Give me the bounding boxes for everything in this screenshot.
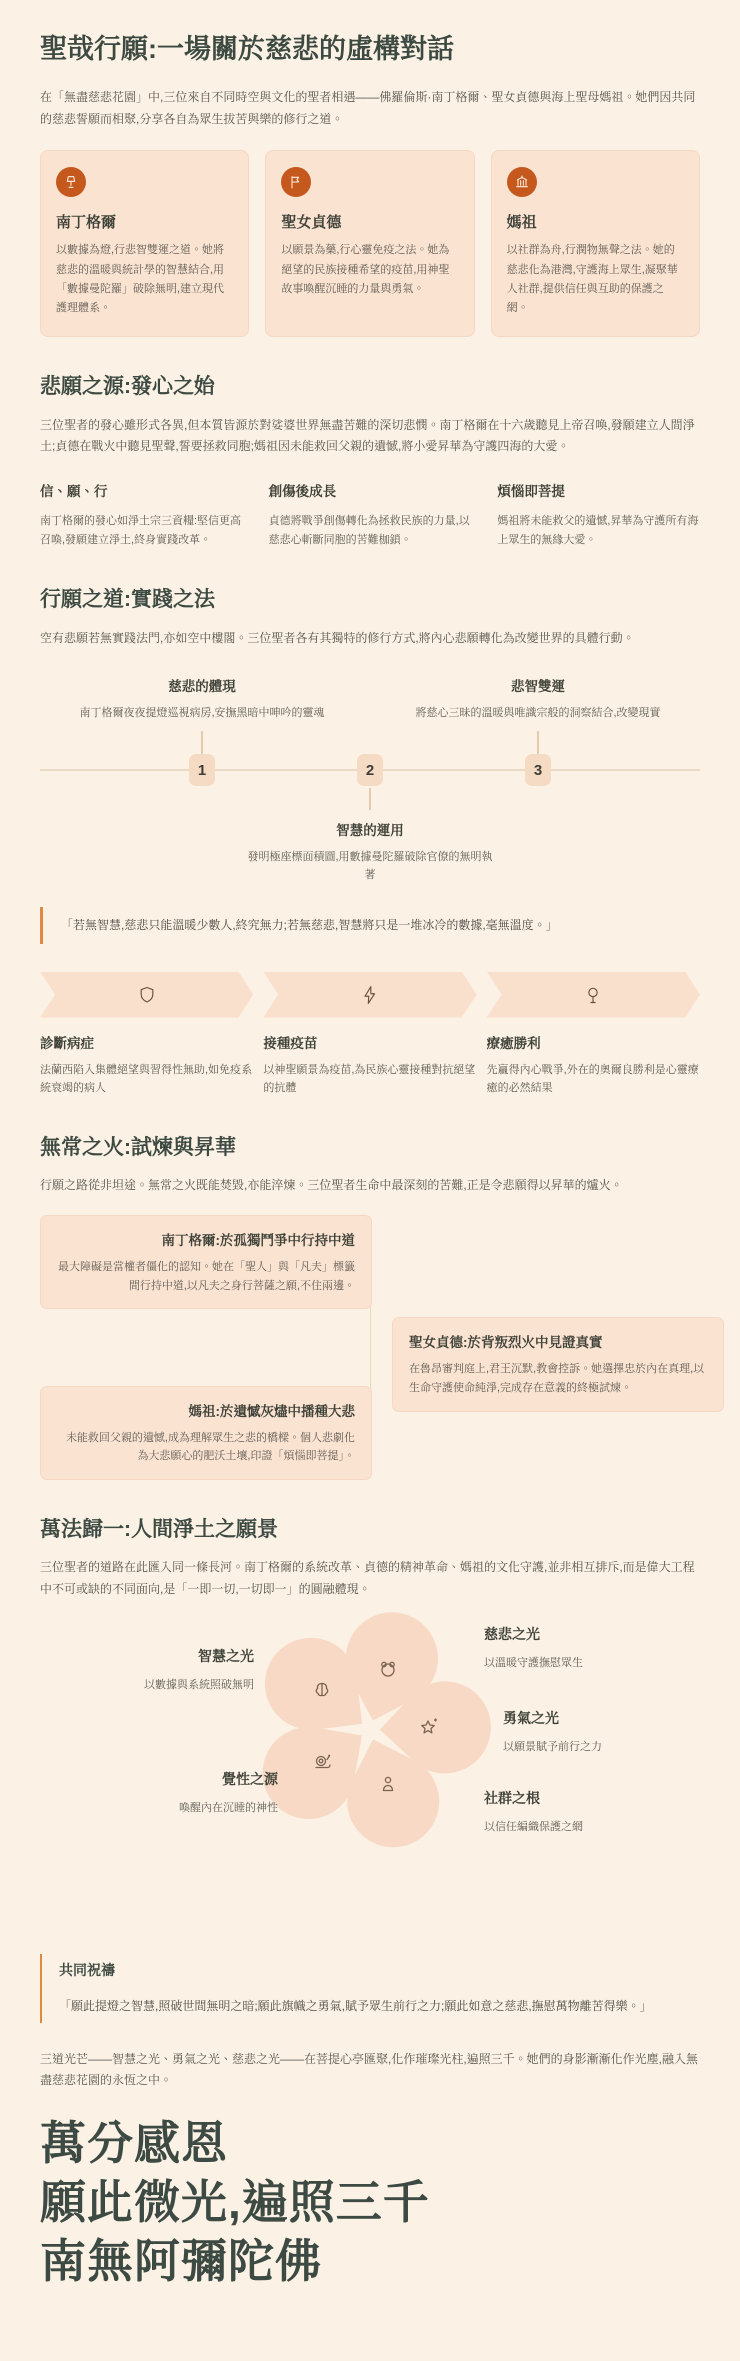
timeline-connector — [201, 731, 203, 755]
petal-title: 勇氣之光 — [503, 1710, 559, 1727]
section-heading-unity: 萬法歸一:人間淨土之願景 — [40, 1517, 278, 1541]
label-compassion — [484, 1624, 583, 1670]
column-title: 信、願、行 — [40, 483, 108, 499]
tree-icon — [487, 972, 700, 1018]
petal-title: 智慧之光 — [198, 1648, 254, 1665]
lightning-icon — [263, 972, 476, 1018]
page-title: 聖哉行願:一場關於慈悲的虛構對話 — [40, 34, 454, 64]
trial-desc: 在魯昂審判庭上,君王沉默,教會控訴。她選擇忠於內在真理,以生命守護使命純淨,完成存在意義的終極試煉。 — [409, 1363, 705, 1394]
saint-cards — [40, 150, 700, 337]
saint-card-nightingale — [40, 150, 249, 337]
step-desc: 先贏得內心戰爭,外在的奧爾良勝利是心靈療癒的必然結果 — [486, 1063, 699, 1095]
wisdom-quote: 「若無智慧,慈悲只能溫暖少數人,終究無力;若無慈悲,智慧將只是一堆冰冷的數據,毫無溫度。」 — [40, 907, 700, 943]
saint-desc: 以社群為舟,行潤物無聲之法。她的慈悲化為港灣,守護海上眾生,凝聚華人社群,提供信任與互助的保護之網。 — [506, 244, 678, 315]
saint-desc: 以數據為燈,行悲智雙運之道。她將慈悲的溫暖與統計學的智慧結合,用「數據曼陀羅」破除無明,建立現代護理體系。 — [56, 244, 225, 315]
step-desc: 以神聖願景為疫苗,為民族心靈接種對抗絕望的抗體 — [263, 1063, 476, 1095]
saint-name: 媽祖 — [506, 214, 537, 232]
blessing-title: 共同祝禱 — [59, 1962, 115, 1979]
step-title: 接種疫苗 — [263, 1035, 318, 1051]
label-community — [484, 1788, 583, 1834]
timeline-number-2: 2 — [357, 754, 383, 786]
timeline-title: 智慧的運用 — [336, 823, 404, 839]
closing-line-2: 願此微光,遍照三千 — [40, 2175, 430, 2228]
column-desc: 媽祖將未能救父的遺憾,昇華為守護所有海上眾生的無緣大愛。 — [497, 514, 699, 547]
label-wisdom — [144, 1646, 254, 1692]
saint-desc: 以願景為藥,行心靈免疫之法。她為絕望的民族接種希望的疫苗,用神聖故事喚醒沉睡的力量與勇氣。 — [281, 244, 450, 295]
shield-icon — [40, 972, 253, 1018]
bear-icon — [376, 1657, 400, 1681]
closing-line-1: 萬分感恩 — [40, 2117, 228, 2169]
petal-desc: 以溫暖守護撫慰眾生 — [484, 1657, 583, 1670]
flag-icon — [281, 167, 311, 197]
petal-title: 社群之根 — [484, 1790, 540, 1807]
label-awareness — [179, 1769, 278, 1815]
section-heading-practice: 行願之道:實踐之法 — [40, 588, 215, 612]
timeline-connector — [369, 788, 371, 810]
trial-card-joan — [392, 1317, 724, 1411]
origin-paragraph: 三位聖者的發心雖形式各異,但本質皆源於對娑婆世界無盡苦難的深切悲憫。南丁格爾在十六歲聽見上帝召喚,發願建立人間淨土;貞德在戰火中聽見聖聲,誓要拯救同胞;媽祖因未能救回父親的遺憾,將小愛昇華為守護四海的大愛。 — [40, 417, 695, 454]
closing-line-3: 南無阿彌陀佛 — [40, 2234, 322, 2287]
column-desc: 貞德將戰爭創傷轉化為拯救民族的力量,以慈悲心斬斷同胞的苦難枷鎖。 — [268, 514, 470, 547]
blessing-quote: 「願此提燈之智慧,照破世間無明之暗;願此旗幟之勇氣,賦予眾生前行之力;願此如意之慈悲,撫慰萬物離苦得樂。」 — [59, 1999, 652, 2014]
snail-icon — [311, 1750, 335, 1774]
practice-paragraph: 空有悲願若無實踐法門,亦如空中樓閣。三位聖者各有其獨特的修行方式,將內心悲願轉化為改變世界的具體行動。 — [40, 630, 635, 645]
timeline-item-1 — [77, 675, 327, 723]
practice-steps — [40, 972, 700, 1098]
brain-icon — [310, 1679, 334, 1703]
blessing-callout — [40, 1954, 700, 2022]
step-desc: 法蘭西陷入集體絕望與習得性無助,如免疫系統衰竭的病人 — [40, 1063, 253, 1095]
intro-paragraph: 在「無盡慈悲花園」中,三位來自不同時空與文化的聖者相遇——佛羅倫斯·南丁格爾、聖女貞德與海上聖母媽祖。她們因共同的慈悲誓願而相聚,分享各自為眾生拔苦與樂的修行之道。 — [40, 90, 696, 126]
person-icon — [376, 1772, 400, 1796]
section-heading-trials: 無常之火:試煉與昇華 — [40, 1135, 236, 1159]
lotus-diagram — [40, 1614, 700, 1920]
trial-title: 媽祖:於遺憾灰燼中播種大悲 — [188, 1403, 355, 1419]
step-diagnose — [40, 972, 253, 1098]
step-title: 診斷病症 — [40, 1035, 94, 1051]
timeline-number-3: 3 — [525, 754, 551, 786]
section-heading-origin: 悲願之源:發心之始 — [40, 375, 215, 399]
step-vaccinate — [263, 972, 476, 1098]
petal-desc: 以數據與系統照破無明 — [144, 1679, 254, 1692]
origin-column — [40, 480, 243, 551]
timeline-item-2 — [245, 819, 495, 884]
trials-timeline — [40, 1215, 705, 1480]
step-title: 療癒勝利 — [486, 1035, 541, 1051]
lamp-icon — [56, 167, 86, 197]
trial-card-nightingale — [40, 1215, 372, 1309]
origin-column — [497, 480, 700, 551]
timeline-desc: 將慈心三昧的溫暖與唯識宗般的洞察結合,改變現實 — [415, 707, 661, 720]
timeline-number-1: 1 — [189, 754, 215, 786]
trial-title: 南丁格爾:於孤獨鬥爭中行持中道 — [161, 1232, 355, 1248]
step-victory — [487, 972, 700, 1098]
trial-title: 聖女貞德:於背叛烈火中見證真實 — [409, 1335, 603, 1351]
origin-columns — [40, 480, 700, 551]
closing-paragraph: 三道光芒——智慧之光、勇氣之光、慈悲之光——在菩提心亭匯聚,化作璀璨光柱,遍照三千。她們的身影漸漸化作光塵,融入無盡慈悲花園的永恆之中。 — [40, 2051, 699, 2088]
timeline-desc: 南丁格爾夜夜提燈巡視病房,安撫黑暗中呻吟的靈魂 — [79, 707, 325, 720]
timeline-desc: 發明極座標面積圖,用數據曼陀羅破除官僚的無明執著 — [247, 851, 493, 881]
saint-card-joan — [265, 150, 474, 337]
column-title: 創傷後成長 — [268, 483, 337, 499]
petal-desc: 以信任編織保護之網 — [484, 1821, 583, 1834]
temple-icon — [507, 167, 537, 197]
saint-card-mazu — [491, 150, 700, 337]
petal-title: 覺性之源 — [222, 1771, 278, 1788]
petal-desc: 以願景賦予前行之力 — [503, 1741, 602, 1754]
trial-card-mazu — [40, 1386, 372, 1480]
column-title: 煩惱即菩提 — [497, 483, 565, 499]
saint-name: 南丁格爾 — [56, 214, 117, 232]
origin-column — [269, 480, 472, 551]
timeline-connector — [537, 731, 539, 755]
timeline-item-3 — [413, 675, 663, 723]
trials-paragraph: 行願之路從非坦途。無常之火既能焚毀,亦能淬煉。三位聖者生命中最深刻的苦難,正是令悲願得以昇華的爐火。 — [40, 1178, 623, 1193]
timeline-title: 悲智雙運 — [511, 679, 565, 695]
timeline-title: 慈悲的體現 — [168, 679, 236, 695]
unity-paragraph: 三位聖者的道路在此匯入同一條長河。南丁格爾的系統改革、貞德的精神革命、媽祖的文化守護,並非相互排斥,而是偉大工程中不可或缺的不同面向,是「一即一切,一切即一」的圓融體現。 — [40, 1560, 695, 1596]
column-desc: 南丁格爾的發心如淨土宗三資糧:堅信更高召喚,發願建立淨土,終身實踐改革。 — [40, 514, 242, 547]
practice-timeline — [40, 675, 700, 893]
saint-name: 聖女貞德 — [281, 214, 342, 232]
petal-desc: 喚醒內在沉睡的神性 — [179, 1802, 278, 1815]
trial-desc: 未能救回父親的遺憾,成為理解眾生之悲的橋樑。個人悲劇化為大悲願心的肥沃土壤,印證「煩惱即菩提」。 — [65, 1431, 355, 1463]
star-icon — [417, 1715, 441, 1739]
label-courage — [503, 1708, 602, 1754]
trial-desc: 最大障礙是當權者僵化的認知。她在「聖人」與「凡夫」標籤間行持中道,以凡夫之身行菩薩之願,不住兩邊。 — [58, 1260, 355, 1292]
petal-title: 慈悲之光 — [484, 1626, 540, 1643]
